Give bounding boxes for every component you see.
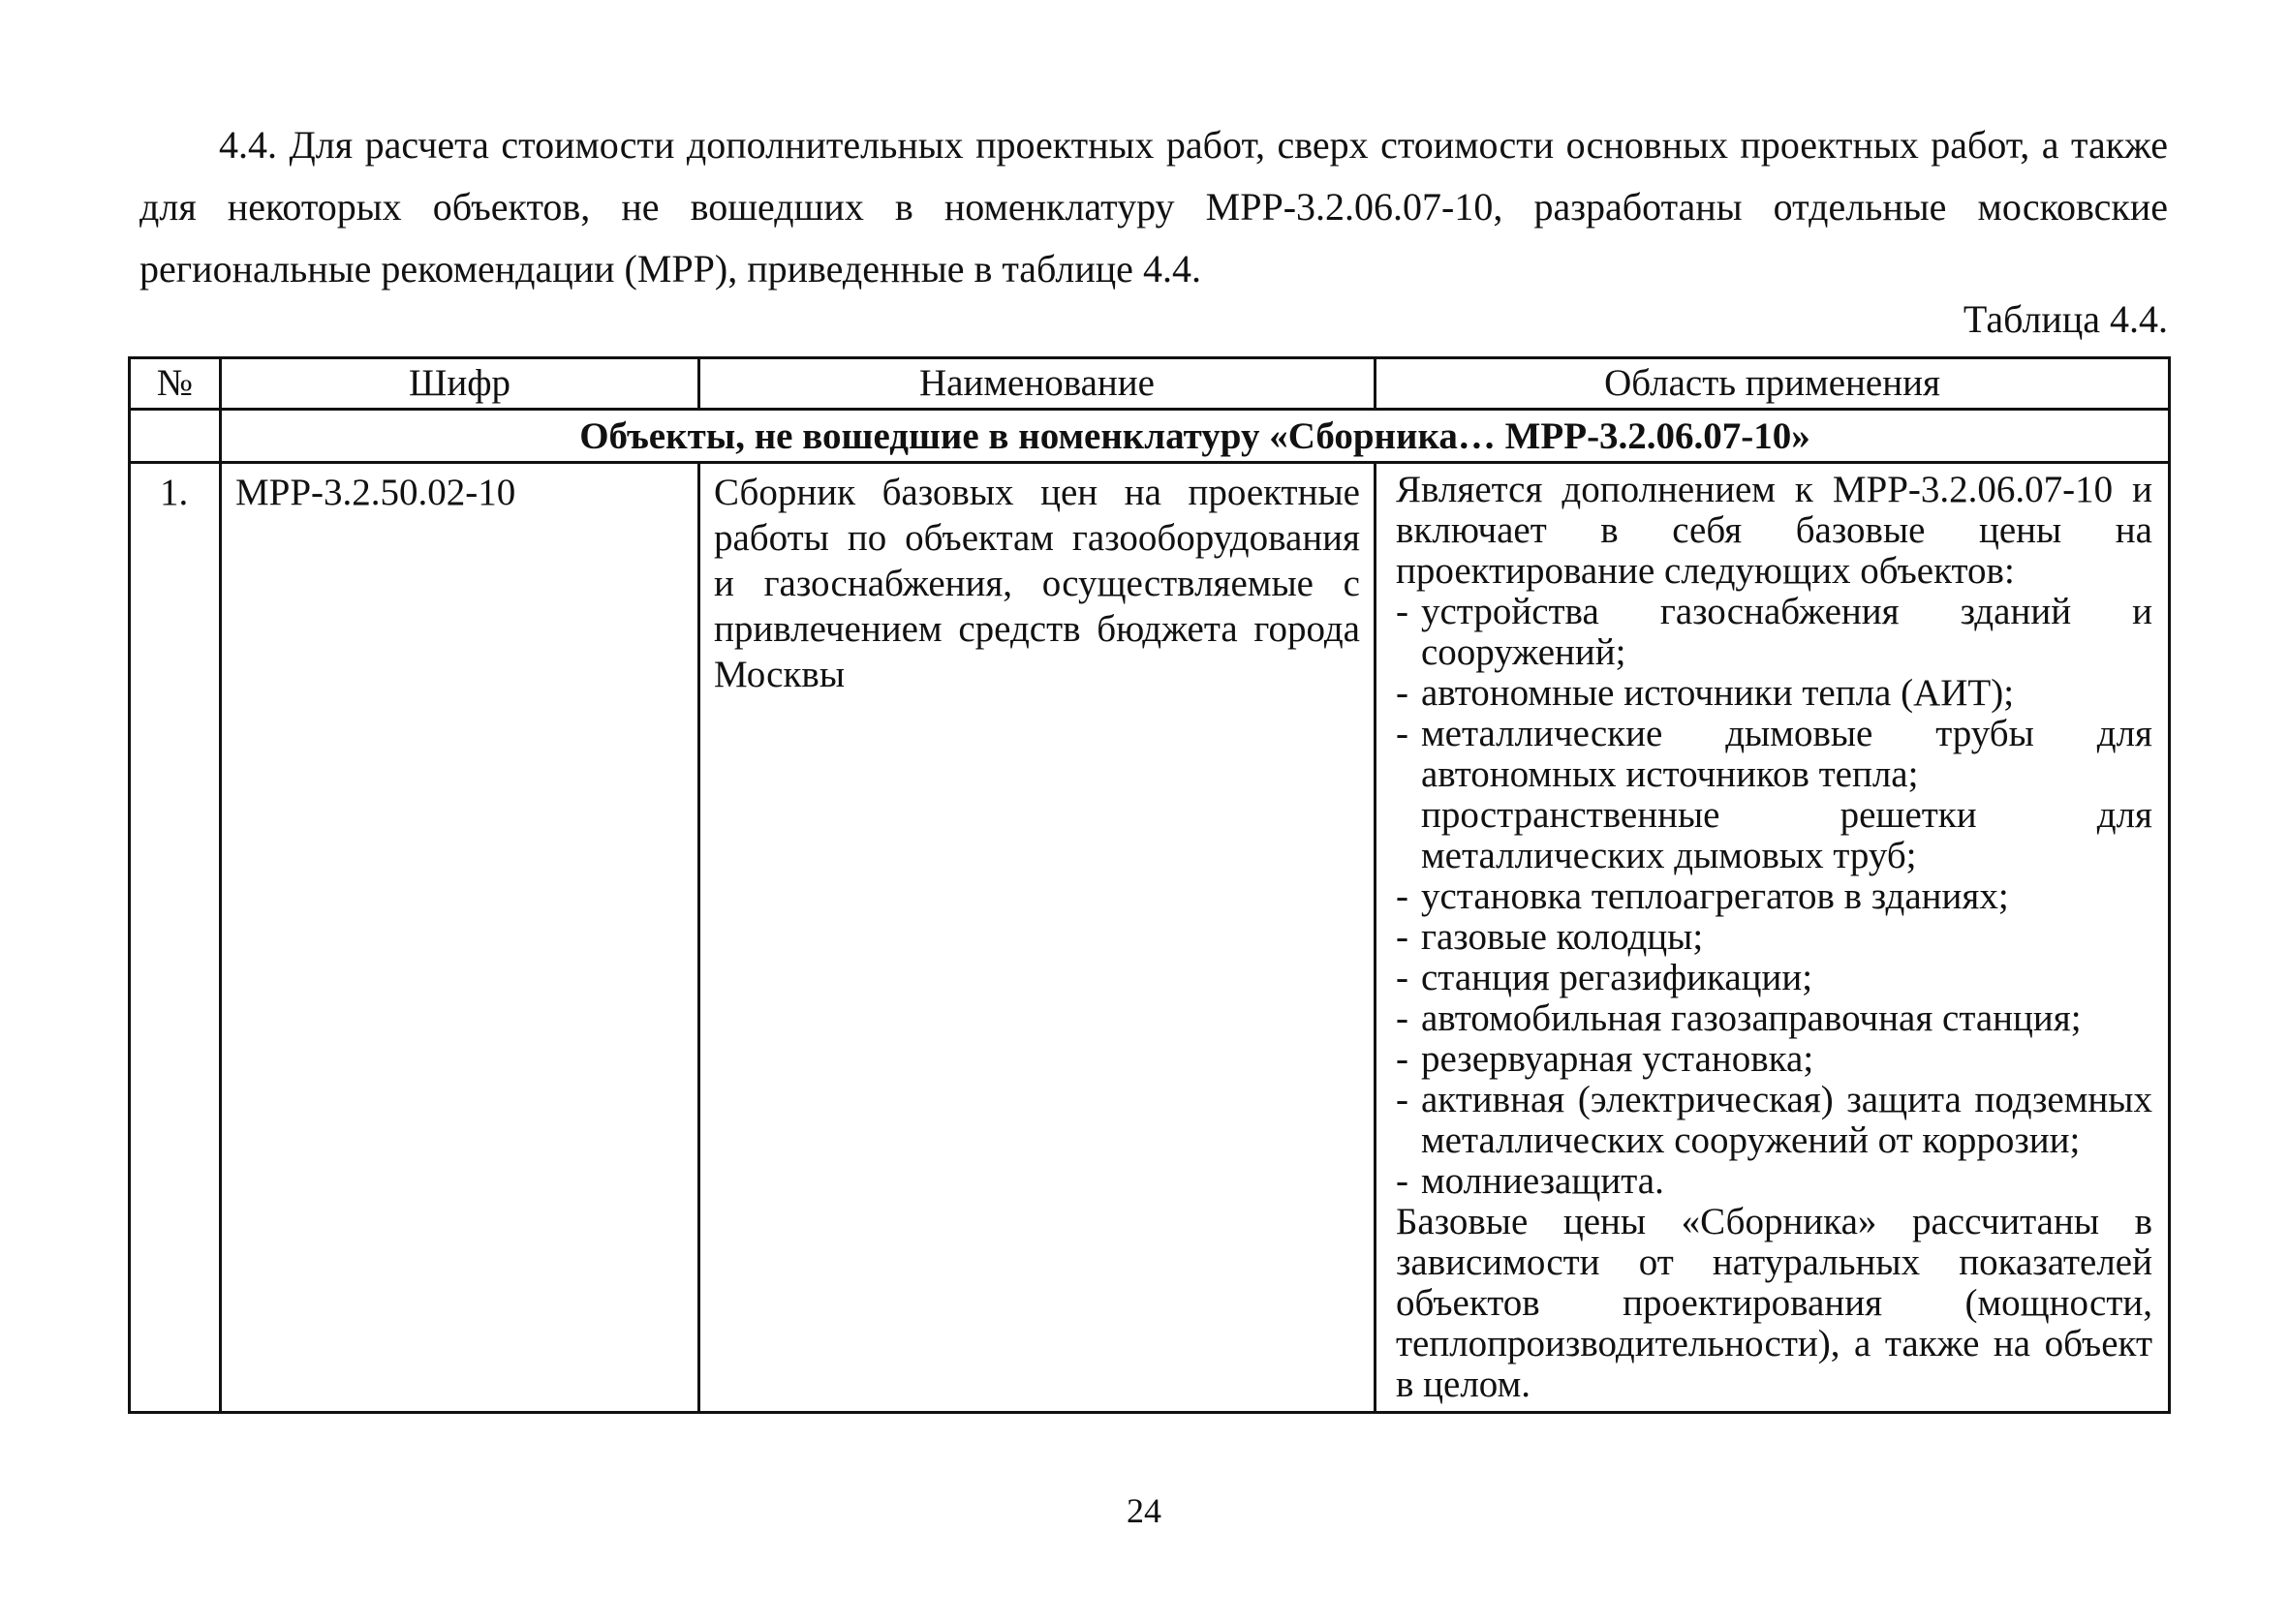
list-item: - установка теплоагрегатов в зданиях; — [1396, 875, 2009, 917]
header-name: Наименование — [699, 358, 1376, 410]
table-row — [130, 463, 2170, 1413]
scope-list — [1396, 592, 2152, 1202]
list-item: - молниезащита. — [1396, 1160, 1664, 1202]
row-code: МРР-3.2.50.02-10 — [221, 463, 699, 1413]
header-num: № — [130, 358, 221, 410]
list-item: - металлические дымовые трубы для автономных источников тепла; — [1396, 713, 2152, 795]
section-row — [130, 410, 2170, 463]
list-item: - газовые колодцы; — [1396, 916, 1704, 958]
list-item: - станция регазификации; — [1396, 957, 1813, 998]
scope-intro: Является дополнением к МРР-3.2.06.07-10 и включает в себя базовые цены на проектирование следующих объектов: — [1396, 469, 2152, 592]
section-title: Объекты, не вошедшие в номенклатуру «Сборника… МРР-3.2.06.07-10» — [221, 410, 2170, 463]
row-num: 1. — [130, 463, 221, 1413]
row-name: Сборник базовых цен на проектные работы по объектам газооборудования и газоснабжения, осуществляемые с привлечением средств бюджета города Москвы — [699, 463, 1376, 1413]
page-number: 24 — [1127, 1491, 1161, 1530]
list-item: - автомобильная газозаправочная станция; — [1396, 997, 2082, 1039]
header-scope: Область применения — [1376, 358, 2170, 410]
table-header-row — [130, 358, 2170, 410]
table-caption: Таблица 4.4. — [1963, 297, 2168, 341]
intro-paragraph: 4.4. Для расчета стоимости дополнительных проектных работ, сверх стоимости основных проектных работ, а также для некоторых объектов, не вошедших в номенклатуру МРР-3.2.06.07-10, разработаны отдельные московские региональные рекомендации (МРР), приведенные в таблице 4.4. — [139, 123, 2168, 291]
list-item: - автономные источники тепла (АИТ); — [1396, 672, 2015, 714]
list-item: - активная (электрическая) защита подземных металлических сооружений от коррозии; — [1396, 1079, 2152, 1161]
list-item: - резервуарная установка; — [1396, 1038, 1814, 1080]
header-code: Шифр — [221, 358, 699, 410]
section-empty-cell — [130, 410, 221, 463]
list-item: пространственные решетки для металлических дымовых труб; — [1421, 794, 2152, 876]
list-item: - устройства газоснабжения зданий и сооружений; — [1396, 591, 2152, 673]
recommendations-table — [128, 356, 2171, 1414]
row-scope — [1376, 463, 2170, 1413]
scope-outro: Базовые цены «Сборника» рассчитаны в зависимости от натуральных показателей объектов проектирования (мощности, теплопроизводительности), а также на объект в целом. — [1396, 1201, 2152, 1405]
